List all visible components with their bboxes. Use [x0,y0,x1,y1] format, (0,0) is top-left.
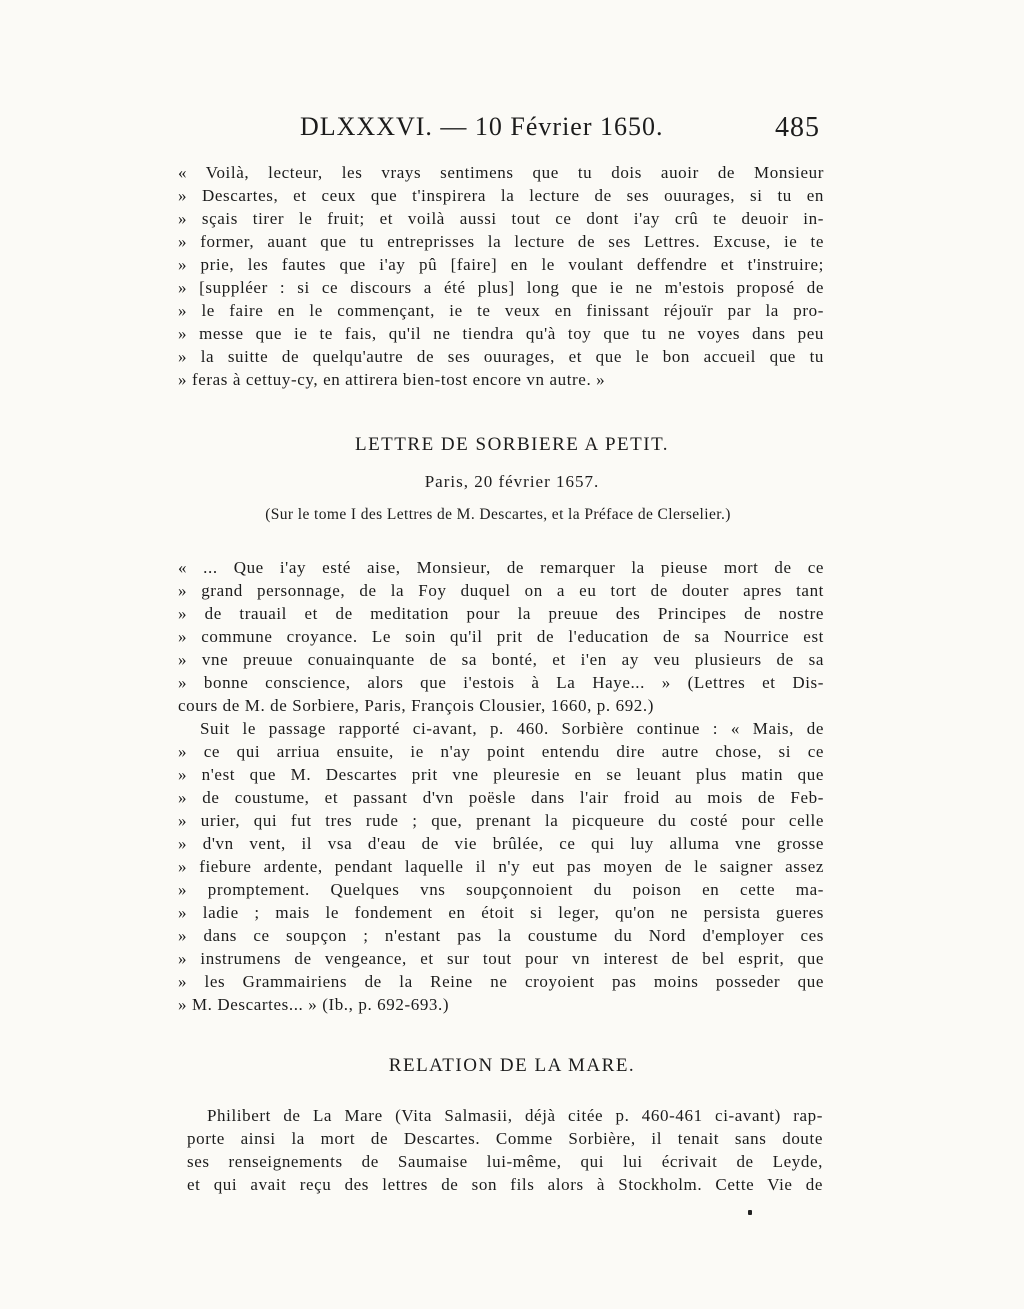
text-line: » ce qui arriua ensuite, ie n'ay point entendu dire autre chose, si ce [178,742,824,761]
text-line: cours de M. de Sorbiere, Paris, François Clousier, 1660, p. 692.) [178,696,655,715]
section-heading-sorbiere: LETTRE DE SORBIERE A PETIT. [354,434,670,455]
text-line: » n'est que M. Descartes prit vne pleuresie en se leuant plus matin que [178,765,824,784]
running-head [300,112,820,158]
text-line: » sçais tirer le fruit; et voilà aussi tout ce dont i'ay crû te deuoir in- [178,209,824,228]
sorbiere-letter-block [178,556,824,1016]
text-line: Philibert de La Mare (Vita Salmasii, déjà citée p. 460-461 ci-avant) rap- [207,1106,823,1125]
text-line: » messe que ie te fais, qu'il ne tiendra qu'à toy que tu ne voyes dans peu [178,324,824,343]
text-line: » grand personnage, de la Foy duquel on a eu tort de douter apres tant [178,581,824,600]
text-line: ses renseignements de Saumaise lui-même, qui lui écrivait de Leyde, [187,1152,823,1171]
la-mare-paragraph [187,1104,823,1196]
ink-speck [748,1210,752,1215]
text-line: » instrumens de vengeance, et sur tout pour vn interest de bel esprit, que [178,949,824,968]
text-line: » feras à cettuy-cy, en attirera bien-tost encore vn autre. » [178,370,606,389]
text-line: » les Grammairiens de la Reine ne croyoient pas moins posseder que [178,972,824,991]
text-line: » prie, les fautes que i'ay pû [faire] en le voulant deffendre et t'instruire; [178,255,824,274]
text-line: » [suppléer : si ce discours a été plus] long que ie ne m'estois proposé de [178,278,824,297]
source-note: (Sur le tome I des Lettres de M. Descartes, et la Préface de Clerselier.) [265,506,731,523]
text-line: » ladie ; mais le fondement en étoit si leger, qu'on ne persista gueres [178,903,824,922]
text-line: » commune croyance. Le soin qu'il prit de l'education de sa Nourrice est [178,627,824,646]
section-heading-la-mare: RELATION DE LA MARE. [388,1055,636,1076]
text-line: » promptement. Quelques vns soupçonnoient du poison en cette ma- [178,880,824,899]
text-line: » de trauail et de meditation pour la preuue des Principes de nostre [178,604,824,623]
quoted-preface-block [178,161,824,391]
text-line: « Voilà, lecteur, les vrays sentimens que tu dois auoir de Monsieur [178,163,824,182]
text-line: » fiebure ardente, pendant laquelle il n'y eut pas moyen de le saigner assez [178,857,824,876]
text-line: Suit le passage rapporté ci-avant, p. 460. Sorbière continue : « Mais, de [200,719,824,738]
text-line: » de coustume, et passant d'vn poësle dans l'air froid au mois de Feb- [178,788,824,807]
text-line: » la suitte de quelqu'autre de ses ouurages, et que le bon accueil que tu [178,347,824,366]
text-line: » Descartes, et ceux que t'inspirera la lecture de ses ouurages, si tu en [178,186,824,205]
running-title: DLXXXVI. — 10 Février 1650. [300,112,664,141]
text-line: porte ainsi la mort de Descartes. Comme Sorbière, il tenait sans doute [187,1129,823,1148]
text-line: » M. Descartes... » (Ib., p. 692-693.) [178,995,450,1014]
text-line: » le faire en le commençant, ie te veux en finissant réjouïr par la pro- [178,301,824,320]
text-line: » d'vn vent, il vsa d'eau de vie brûlée, ce qui luy alluma vne grosse [178,834,824,853]
text-line: » former, auant que tu entreprisses la lecture de ses Lettres. Excuse, ie te [178,232,824,251]
page-number: 485 [775,112,820,143]
text-line: « ... Que i'ay esté aise, Monsieur, de remarquer la pieuse mort de ce [178,558,824,577]
text-line: » bonne conscience, alors que i'estois à La Haye... » (Lettres et Dis- [178,673,824,692]
dateline: Paris, 20 février 1657. [424,472,600,491]
text-line: et qui avait reçu des lettres de son fils alors à Stockholm. Cette Vie de [187,1175,823,1194]
text-line: » vne preuue conuainquante de sa bonté, et i'en ay veu plusieurs de sa [178,650,824,669]
text-line: » urier, qui fut tres rude ; que, prenant la picqueure du costé pour celle [178,811,824,830]
text-line: » dans ce soupçon ; n'estant pas la coustume du Nord d'employer ces [178,926,824,945]
